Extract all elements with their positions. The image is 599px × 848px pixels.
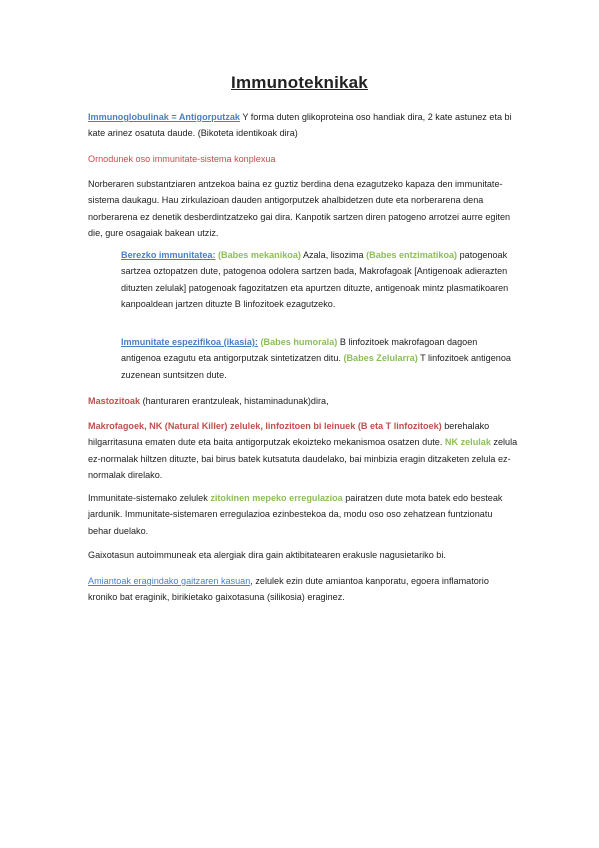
- paragraph-mast-cells: [88, 393, 518, 409]
- enzymatic-protection-label: (Babes entzimatikoa): [366, 250, 458, 260]
- specific-text-1: B linfozitoek makrofagoan dagoen antigenoa ezagutu eta antigorputzak sintetizatzen ditu.: [121, 337, 478, 364]
- innate-text-2: patogenoak sartzea oztopatzen dute, patogenoa odolera sartzen bada, Makrofagoak [Antigenoak adierazten dituzten zelulak] patogenoak fagozitatzen eta apurtzen dituzte, antigenoak mintz plasmatikoaren kanpoaldean jartzen dituzte B linfozitoek ezagutzeko.: [121, 250, 509, 310]
- macrophages-text-2: zelula ez-normalak hiltzen dituzte, bai birus batek kutsatuta daudelako, bai minbizia eragin ditzaketen zelula ez-normalak direlako.: [88, 437, 518, 481]
- cellular-protection-label: (Babes Zelularra): [343, 353, 418, 364]
- nk-cells-label: NK zelulak: [444, 437, 491, 448]
- paragraph-autoimmune: Gaixotasun autoimmuneak eta alergiak dira gain aktibitatearen erakusle nagusietariko bi.: [88, 550, 446, 560]
- paragraph-innate-immunity: [121, 247, 519, 313]
- paragraph-cytokines: [88, 490, 518, 539]
- cytokine-regulation-label: zitokinen mepeko erregulazioa: [210, 493, 343, 503]
- paragraph-immunoglobulins: [88, 109, 518, 142]
- asbestos-text: , zelulek ezin dute amiantoa kanporatu, egoera inflamatorio kroniko bat eraginik, birikietako gaixotasuna (silikosia) eraginez.: [88, 576, 489, 603]
- immunoglobulin-heading: Immunoglobulinak = Antigorputzak: [88, 112, 240, 122]
- innate-immunity-heading: Berezko immunitatea:: [121, 250, 216, 260]
- macrophages-text-1: berehalako hilgarritasuna ematen dute eta baita antigorputzak ekoizteko mekanismoa osatzen dute.: [88, 421, 490, 448]
- cytokines-text-2: pairatzen dute mota batek edo besteak jardunik. Immunitate-sistemaren erregulazioa ezinbestekoa da, modu oso oso zehatzean funtzionatu behar duelako.: [88, 493, 503, 536]
- humoral-protection-label: (Babes humorala): [257, 337, 338, 347]
- document-title: Immunoteknikak: [231, 73, 368, 92]
- mast-cells-text: (hanturaren erantzuleak, histaminadunak)dira,: [140, 396, 329, 406]
- innate-text-1: Azala, lisozima: [300, 250, 367, 260]
- immunoglobulin-text: Y forma duten glikoproteina oso handiak dira, 2 kate astunez eta bi kate arinez osatuta daude. (Bikoteta identikoak dira): [88, 112, 512, 139]
- mechanical-protection-label: (Babes mekanikoa): [215, 250, 301, 260]
- paragraph-immune-system: Norberaren substantziaren antzekoa baina ez guztiz berdina dena ezagutzeko kapaza den immunitate-sistema daukagu. Hau zirkulazioan dauden antigorputzek ahalbidetzen dute eta norberarena dena norberarena ez denetik desberdintzatzeko gai dira. Kanpotik sartzen diren patogeno arrotzei aurre egiten die, gure osagaiak bakean utziz.: [88, 179, 511, 239]
- specific-text-2: T linfozitoek antigenoa zuzenean suntsitzen dute.: [121, 353, 511, 380]
- paragraph-macrophages: [88, 418, 518, 484]
- cytokines-text-1: Immunitate-sistemako zelulek: [88, 493, 211, 503]
- mast-cells-heading: Mastozitoak: [88, 396, 141, 406]
- paragraph-specific-immunity: [121, 334, 519, 383]
- paragraph-vertebrates: Ornodunek oso immunitate-sistema konplexua: [88, 154, 276, 164]
- asbestos-heading: Amiantoak eragindako gaitzaren kasuan: [88, 576, 251, 586]
- macrophages-heading: Makrofagoek, NK (Natural Killer) zelulek, linfozitoen bi leinuek (B eta T linfozitoek): [88, 421, 442, 431]
- specific-immunity-heading: Immunitate espezifikoa (ikasia):: [121, 337, 258, 347]
- paragraph-asbestos: [88, 573, 518, 606]
